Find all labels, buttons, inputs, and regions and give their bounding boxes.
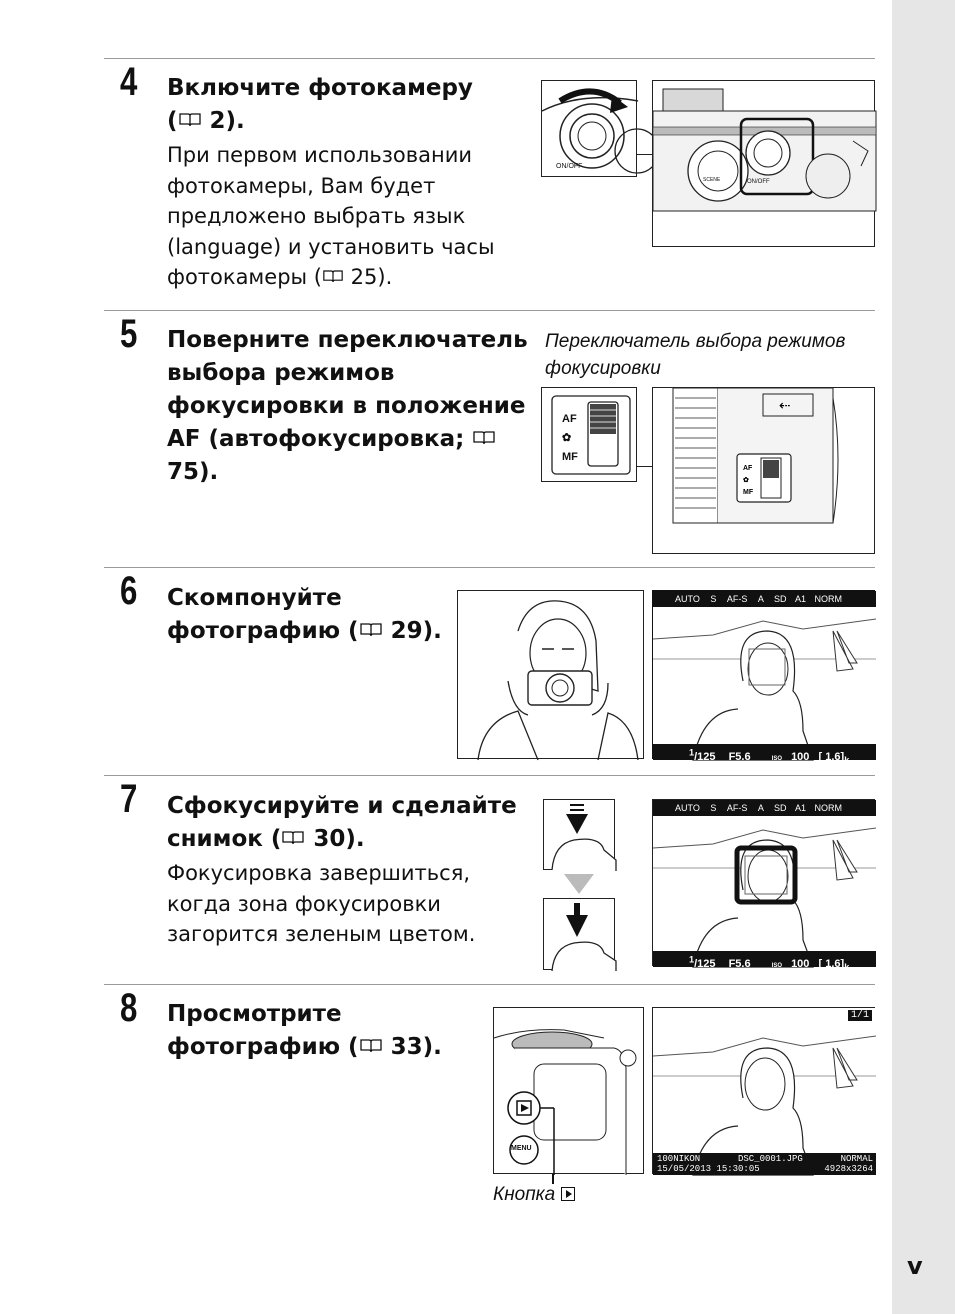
playback-icon	[561, 1187, 575, 1201]
info-row	[653, 1153, 876, 1164]
picture-control-icon: A1	[794, 594, 806, 604]
step-number: 4	[120, 60, 138, 104]
step-6	[167, 582, 447, 648]
book-icon	[281, 830, 305, 846]
area-mode-icon: A	[757, 594, 764, 604]
title-line: выбора режимов	[167, 360, 395, 386]
book-icon	[178, 112, 202, 128]
step-body	[167, 858, 527, 950]
step-5	[167, 324, 537, 489]
page-ref: 29).	[390, 618, 442, 644]
book-icon	[359, 1038, 383, 1054]
switch-labels	[562, 410, 578, 467]
woman-holding-camera	[457, 590, 644, 759]
shutter-speed: $^1$/125	[689, 954, 716, 970]
step-7	[167, 790, 527, 950]
title-text: фотографию (	[167, 618, 359, 644]
body-line: При первом использовании	[167, 143, 473, 167]
arrow-down-icon	[564, 874, 594, 894]
body-line: (language) и установить часы	[167, 234, 495, 259]
quality-icon: NORM	[814, 803, 843, 813]
lcd-playback-screen	[652, 1007, 875, 1174]
shot-time: 15:30:05	[716, 1164, 760, 1174]
step-number: 5	[120, 312, 138, 356]
step-title	[167, 790, 527, 856]
divider	[104, 775, 875, 776]
step-body	[167, 140, 527, 293]
title-line	[167, 615, 447, 648]
shutter-num: 1	[689, 954, 695, 964]
page-ref: 75).	[167, 459, 219, 485]
body-line: Фокусировка завершиться,	[167, 861, 471, 885]
focus-mode-icon: AF-S	[726, 594, 748, 604]
step-title	[167, 72, 527, 138]
iso-value: 100	[791, 957, 810, 970]
flash-mode-icon: AUTO	[675, 594, 700, 604]
focus-mode-icon: AF-S	[726, 803, 748, 813]
body-line	[167, 262, 527, 293]
scene-label: SCENE	[703, 177, 721, 183]
shutter-half-press	[543, 799, 615, 870]
divider	[104, 984, 875, 985]
book-icon	[359, 622, 383, 638]
title-text: (	[167, 108, 178, 134]
title-line: Включите фотокамеру	[167, 75, 473, 101]
title-line: Скомпонуйте	[167, 585, 342, 611]
title-text: снимок (	[167, 826, 282, 852]
info-row	[653, 1164, 876, 1174]
shutter-den: 125	[697, 750, 716, 763]
remaining-value: 1.6	[825, 957, 841, 970]
picture-control-icon: A1	[794, 803, 806, 813]
page-ref: 2).	[209, 108, 245, 134]
lcd-focus-screen	[652, 799, 875, 972]
title-text: AF (автофокусировка;	[167, 426, 465, 452]
image-size: 4928x3264	[824, 1164, 873, 1174]
power-switch-closeup	[541, 80, 637, 177]
menu-button-label: MENU	[511, 1145, 532, 1152]
camera-back-view	[493, 1007, 644, 1174]
frame-counter: 1/1	[848, 1010, 872, 1021]
shutter-full-press	[543, 898, 615, 970]
lcd-bottom-bar	[653, 744, 876, 765]
movie-size-icon: SD	[773, 803, 787, 813]
title-line	[167, 105, 527, 138]
onoff-label: ON/OFF	[556, 163, 583, 170]
switch-label-macro: ✿	[562, 432, 572, 444]
shutter-num: 1	[689, 747, 695, 757]
camera-side-view	[652, 387, 875, 554]
body-line: предложено выбрать язык	[167, 204, 466, 228]
title-line: фокусировки в положение	[167, 393, 526, 419]
caption-line: Переключатель выбора режимов	[545, 331, 846, 352]
movie-size-icon: SD	[773, 594, 787, 604]
step-number: 8	[120, 986, 138, 1030]
title-line	[167, 423, 537, 489]
body-line: загорится зеленым цветом.	[167, 922, 476, 946]
book-icon	[472, 430, 496, 446]
folder-name: 100NIKON	[657, 1154, 701, 1164]
playback-button-caption	[493, 1181, 575, 1208]
body-line: когда зона фокусировки	[167, 891, 441, 916]
page-ref: 33).	[390, 1034, 442, 1060]
iso-label: ISO	[771, 755, 782, 762]
step-title	[167, 582, 447, 648]
title-line: Сфокусируйте и сделайте	[167, 793, 517, 819]
lcd-top-bar	[653, 591, 876, 607]
shot-date: 15/05/2013	[657, 1164, 712, 1174]
title-line	[167, 823, 527, 856]
side-tab	[892, 0, 955, 1314]
svg-text:⇠: ⇠	[779, 398, 791, 414]
aperture: F5.6	[728, 750, 751, 763]
switch-caption	[545, 328, 845, 382]
body-line: фотокамеры, Вам будет	[167, 173, 436, 198]
lcd-top-bar	[653, 800, 876, 816]
step-number: 6	[120, 569, 138, 613]
image-quality: NORMAL	[840, 1154, 873, 1164]
date-time	[657, 1164, 760, 1174]
lcd-bottom-bar	[653, 951, 876, 972]
title-line: Поверните переключатель	[167, 327, 528, 353]
step-number: 7	[120, 777, 138, 821]
release-mode-icon: S	[710, 594, 717, 604]
aperture: F5.6	[728, 957, 751, 970]
shutter-den: 125	[697, 957, 716, 970]
shutter-speed: $^1$/125	[689, 747, 716, 763]
file-name: DSC_0001.JPG	[738, 1154, 803, 1164]
book-icon	[322, 269, 344, 284]
switch-label-af: AF	[562, 413, 577, 425]
focus-switch-closeup	[541, 387, 637, 482]
playback-info-bar	[653, 1153, 876, 1175]
remaining-value: 1.6	[825, 750, 841, 763]
divider	[104, 58, 875, 59]
svg-text:MF: MF	[743, 489, 754, 496]
iso-value: 100	[791, 750, 810, 763]
remaining-unit: k	[844, 961, 850, 972]
page-ref: 30).	[313, 826, 365, 852]
title-text: фотографию (	[167, 1034, 359, 1060]
body-text: фотокамеры (	[167, 265, 322, 289]
iso-label: ISO	[771, 962, 782, 969]
title-line: Просмотрите	[167, 1001, 342, 1027]
remaining-shots: [ $1.6]_k$	[818, 957, 850, 972]
title-line	[167, 1031, 447, 1064]
onoff-label: ON/OFF	[747, 179, 770, 185]
flash-mode-icon: AUTO	[675, 803, 700, 813]
switch-label-mf: MF	[562, 451, 578, 463]
svg-text:✿: ✿	[743, 477, 749, 484]
remaining-shots: [ $1.6]_k$	[818, 750, 850, 765]
lcd-shooting-screen	[652, 590, 875, 765]
divider	[104, 567, 875, 568]
camera-top-view	[652, 80, 875, 247]
remaining-unit: k	[844, 754, 850, 765]
step-title	[167, 324, 537, 489]
svg-text:AF: AF	[743, 465, 753, 472]
area-mode-icon: A	[757, 803, 764, 813]
step-8	[167, 998, 447, 1064]
caption-text: Кнопка	[493, 1184, 556, 1205]
quality-icon: NORM	[814, 594, 843, 604]
step-4	[167, 72, 527, 293]
step-title	[167, 998, 447, 1064]
divider	[104, 310, 875, 311]
page-ref: 25).	[350, 265, 393, 289]
caption-line: фокусировки	[545, 358, 661, 379]
release-mode-icon: S	[710, 803, 717, 813]
page-number: v	[907, 1252, 923, 1280]
